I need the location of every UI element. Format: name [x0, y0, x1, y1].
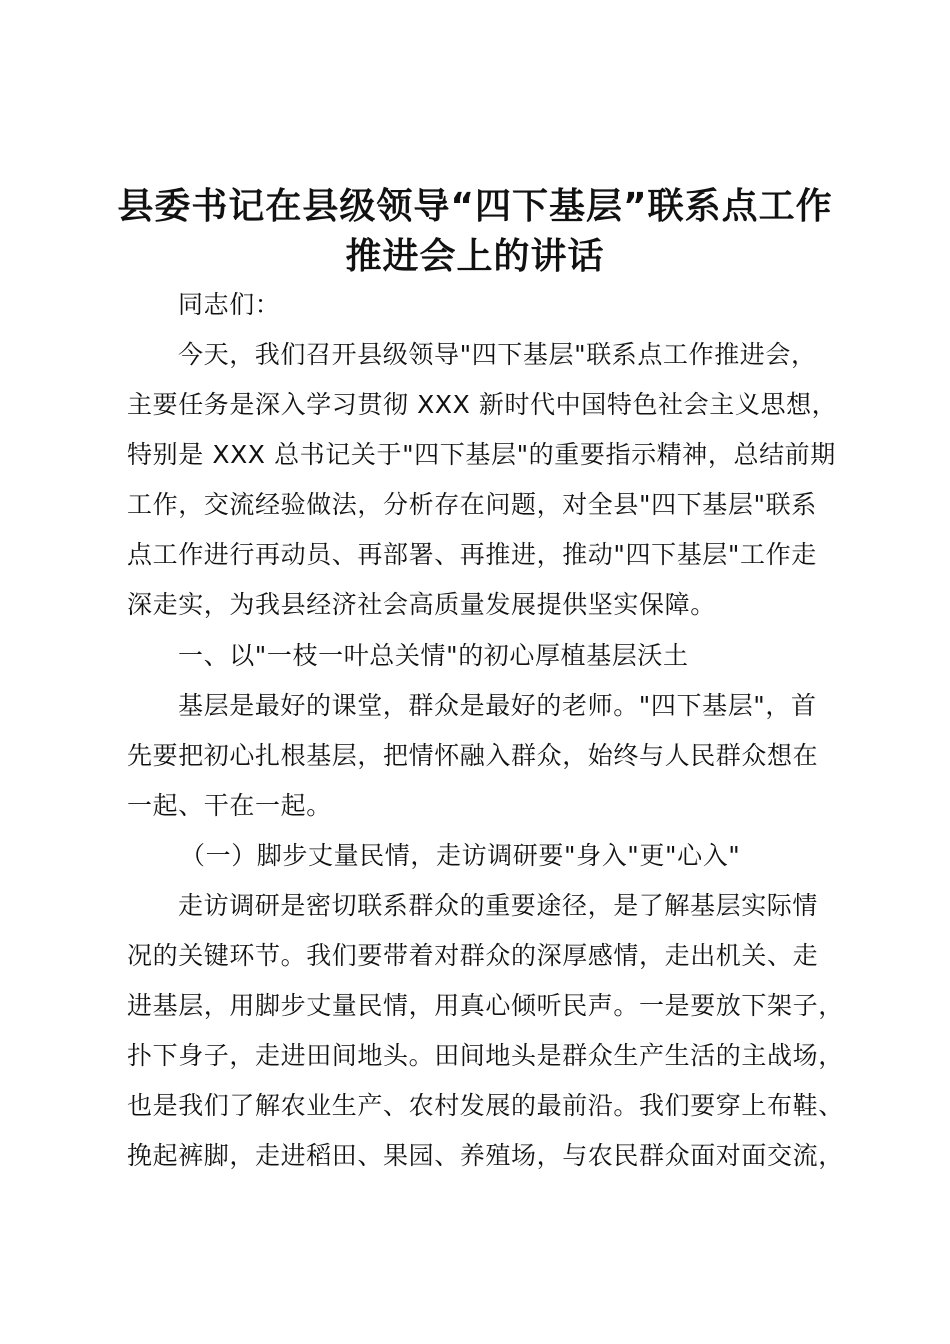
- paragraph-1-line-3: 特别是 XXX 总书记关于"四下基层"的重要指示精神，总结前期: [127, 440, 836, 469]
- section-heading-1: 一、以"一枝一叶总关情"的初心厚植基层沃土: [178, 641, 689, 670]
- paragraph-2-line-3: 一起、干在一起。: [127, 791, 332, 820]
- document-title-line-2: 推进会上的讲话: [345, 236, 605, 277]
- paragraph-1-line-2: 主要任务是深入学习贯彻 XXX 新时代中国特色社会主义思想，: [127, 390, 838, 419]
- subsection-heading-1: （一）脚步丈量民情，走访调研要"身入"更"心入": [180, 841, 741, 870]
- paragraph-3-line-2: 况的关键环节。我们要带着对群众的深厚感情，走出机关、走: [127, 941, 819, 970]
- paragraph-2-line-1: 基层是最好的课堂，群众是最好的老师。"四下基层"，首: [178, 691, 817, 720]
- paragraph-3-line-5: 也是我们了解农业生产、农村发展的最前沿。我们要穿上布鞋、: [127, 1091, 844, 1120]
- paragraph-2-line-2: 先要把初心扎根基层，把情怀融入群众，始终与人民群众想在: [127, 741, 819, 770]
- paragraph-1-line-6: 深走实，为我县经济社会高质量发展提供坚实保障。: [127, 590, 716, 619]
- paragraph-3-line-6: 挽起裤脚，走进稻田、果园、养殖场，与农民群众面对面交流，: [127, 1141, 844, 1170]
- paragraph-1-line-1: 今天，我们召开县级领导"四下基层"联系点工作推进会，: [178, 340, 817, 369]
- paragraph-1-line-5: 点工作进行再动员、再部署、再推进，推动"四下基层"工作走: [127, 540, 817, 569]
- paragraph-3-line-4: 扑下身子，走进田间地头。田间地头是群众生产生活的主战场，: [127, 1041, 844, 1070]
- document-title-line-1: 县委书记在县级领导“四下基层”联系点工作: [117, 186, 833, 227]
- paragraph-3-line-1: 走访调研是密切联系群众的重要途径，是了解基层实际情: [178, 891, 819, 920]
- paragraph-3-line-3: 进基层，用脚步丈量民情，用真心倾听民声。一是要放下架子，: [127, 991, 844, 1020]
- paragraph-1-line-4: 工作，交流经验做法，分析存在问题，对全县"四下基层"联系: [127, 490, 817, 519]
- salutation: 同志们：: [178, 290, 281, 319]
